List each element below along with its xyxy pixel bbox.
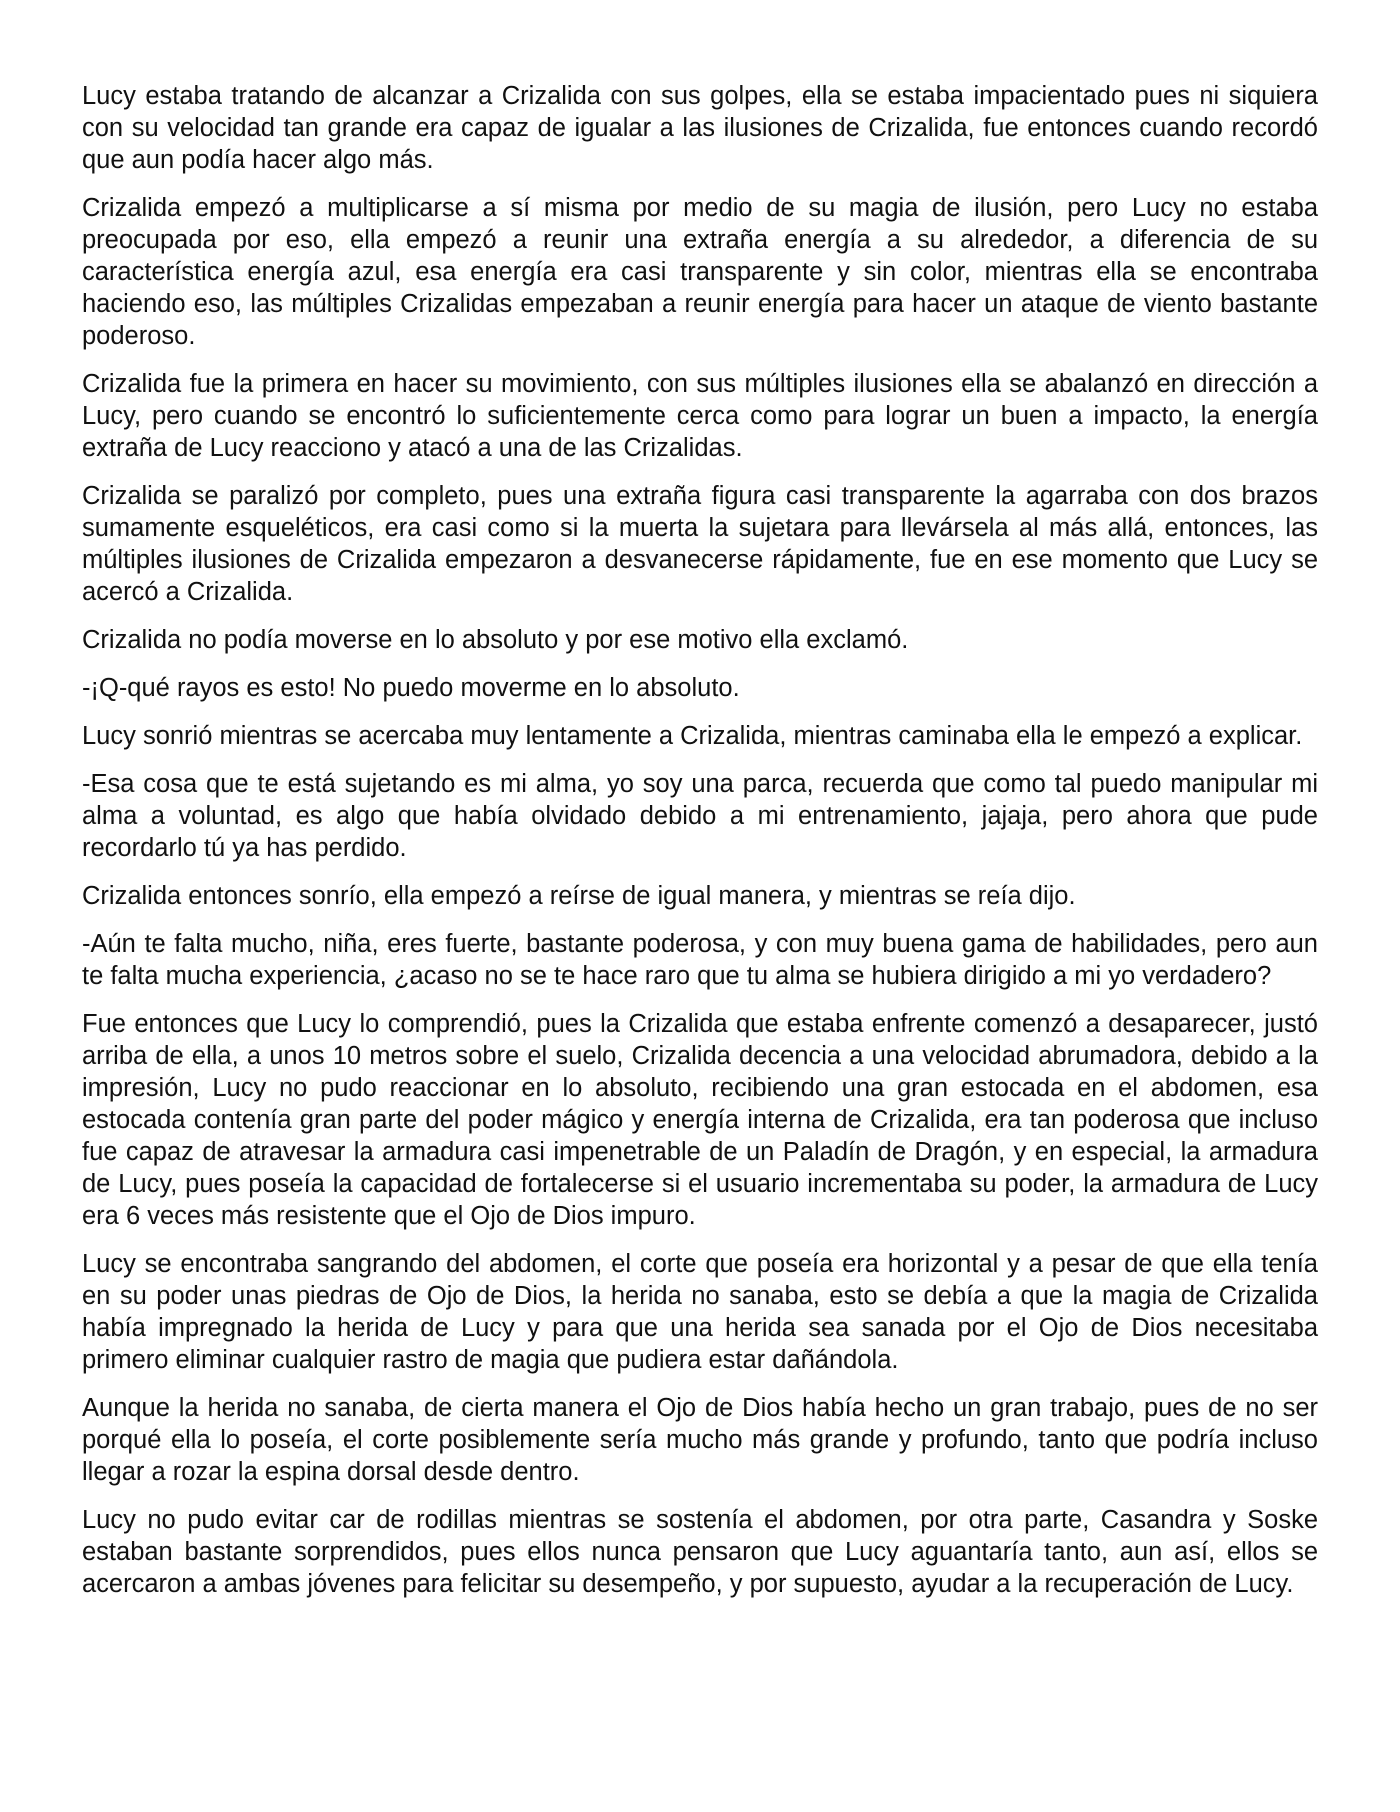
document-page [82, 80, 1318, 1616]
dialogue-line: -Esa cosa que te está sujetando es mi alma, yo soy una parca, recuerda que como tal puedo manipular mi alma a voluntad, es algo que había olvidado debido a mi entrenamiento, jajaja, pero ahora que pude recordarlo tú ya has perdido. [82, 770, 1318, 862]
paragraph: Fue entonces que Lucy lo comprendió, pues la Crizalida que estaba enfrente comenzó a desaparecer, justó arriba de ella, a unos 10 metros sobre el suelo, Crizalida decencia a una velocidad abrumadora, debido a la impresión, Lucy no pudo reaccionar en lo absoluto, recibiendo una gran estocada en el abdomen, esa estocada contenía gran parte del poder mágico y energía interna de Crizalida, era tan poderosa que incluso fue capaz de atravesar la armadura casi impenetrable de un Paladín de Dragón, y en especial, la armadura de Lucy, pues poseía la capacidad de fortalecerse si el usuario incrementaba su poder, la armadura de Lucy era 6 veces más resistente que el Ojo de Dios impuro. [82, 1010, 1318, 1230]
dialogue-line: -Aún te falta mucho, niña, eres fuerte, bastante poderosa, y con muy buena gama de habilidades, pero aun te falta mucha experiencia, ¿acaso no se te hace raro que tu alma se hubiera dirigido a mi yo verdadero? [82, 930, 1318, 990]
paragraph: Aunque la herida no sanaba, de cierta manera el Ojo de Dios había hecho un gran trabajo, pues de no ser porqué ella lo poseía, el corte posiblemente sería mucho más grande y profundo, tanto que podría incluso llegar a rozar la espina dorsal desde dentro. [82, 1394, 1318, 1486]
dialogue-line: -¡Q-qué rayos es esto! No puedo moverme en lo absoluto. [82, 674, 740, 702]
paragraph: Crizalida empezó a multiplicarse a sí misma por medio de su magia de ilusión, pero Lucy no estaba preocupada por eso, ella empezó a reunir una extraña energía a su alrededor, a diferencia de su característica energía azul, esa energía era casi transparente y sin color, mientras ella se encontraba haciendo eso, las múltiples Crizalidas empezaban a reunir energía para hacer un ataque de viento bastante poderoso. [82, 194, 1318, 350]
paragraph: Crizalida no podía moverse en lo absoluto y por ese motivo ella exclamó. [82, 626, 909, 654]
paragraph: Lucy se encontraba sangrando del abdomen, el corte que poseía era horizontal y a pesar de que ella tenía en su poder unas piedras de Ojo de Dios, la herida no sanaba, esto se debía a que la magia de Crizalida había impregnado la herida de Lucy y para que una herida sea sanada por el Ojo de Dios necesitaba primero eliminar cualquier rastro de magia que pudiera estar dañándola. [82, 1250, 1318, 1374]
paragraph: Lucy estaba tratando de alcanzar a Crizalida con sus golpes, ella se estaba impacientado pues ni siquiera con su velocidad tan grande era capaz de igualar a las ilusiones de Crizalida, fue entonces cuando recordó que aun podía hacer algo más. [82, 82, 1318, 174]
paragraph: Crizalida fue la primera en hacer su movimiento, con sus múltiples ilusiones ella se abalanzó en dirección a Lucy, pero cuando se encontró lo suficientemente cerca como para lograr un buen a impacto, la energía extraña de Lucy reacciono y atacó a una de las Crizalidas. [82, 370, 1318, 462]
paragraph: Lucy sonrió mientras se acercaba muy lentamente a Crizalida, mientras caminaba ella le empezó a explicar. [82, 722, 1303, 750]
paragraph: Crizalida se paralizó por completo, pues una extraña figura casi transparente la agarraba con dos brazos sumamente esqueléticos, era casi como si la muerta la sujetara para llevársela al más allá, entonces, las múltiples ilusiones de Crizalida empezaron a desvanecerse rápidamente, fue en ese momento que Lucy se acercó a Crizalida. [82, 482, 1318, 606]
paragraph: Crizalida entonces sonrío, ella empezó a reírse de igual manera, y mientras se reía dijo. [82, 882, 1076, 910]
paragraph: Lucy no pudo evitar car de rodillas mientras se sostenía el abdomen, por otra parte, Casandra y Soske estaban bastante sorprendidos, pues ellos nunca pensaron que Lucy aguantaría tanto, aun así, ellos se acercaron a ambas jóvenes para felicitar su desempeño, y por supuesto, ayudar a la recuperación de Lucy. [82, 1506, 1318, 1598]
